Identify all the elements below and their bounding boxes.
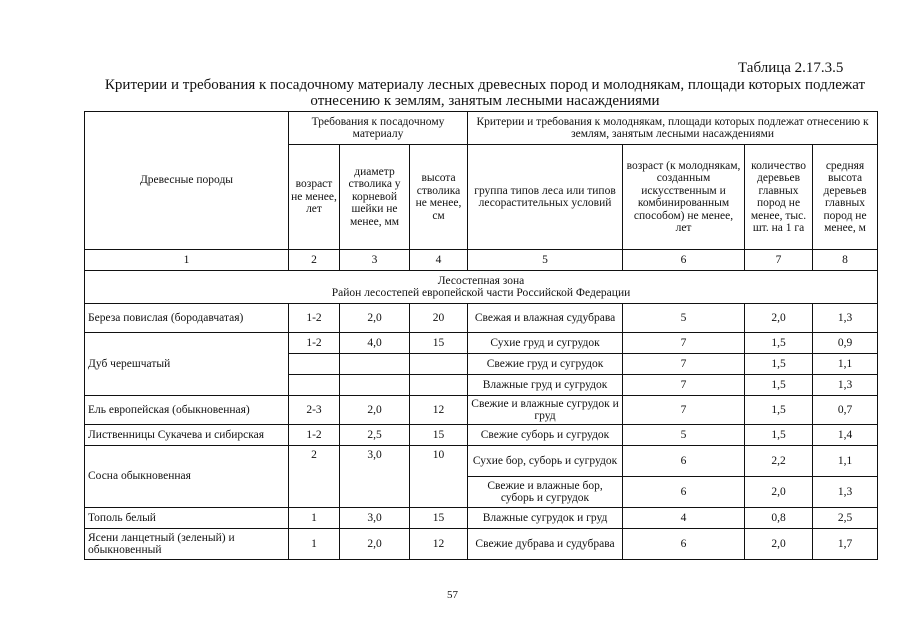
zone-region: Район лесостепей европейской части Российской Федерации — [331, 287, 631, 299]
table-row — [85, 508, 878, 529]
table-title: Критерии и требования к посадочному материалу лесных древесных пород и молоднякам, площади которых подлежат отнесению к землям, занятым лесными насаждениями — [104, 77, 866, 109]
avg-height-cell: 1,4 — [813, 425, 878, 446]
avg-height-cell: 1,1 — [813, 446, 878, 477]
age-cell: 1-2 — [289, 425, 340, 446]
young-age-cell: 5 — [623, 425, 745, 446]
forest-type-cell: Сухие бор, суборь и сугрудок — [468, 446, 623, 477]
age-cell: 1 — [289, 508, 340, 529]
age-cell: 1-2 — [289, 304, 340, 333]
species-cell: Ясени ланцетный (зеленый) и обыкновенный — [85, 529, 289, 560]
count-cell: 2,0 — [745, 529, 813, 560]
table-row — [85, 425, 878, 446]
avg-height-cell: 2,5 — [813, 508, 878, 529]
col-number: 6 — [623, 250, 745, 271]
young-age-cell: 4 — [623, 508, 745, 529]
young-age-cell: 7 — [623, 333, 745, 354]
zone-name: Лесостепная зона — [437, 274, 525, 287]
count-cell: 0,8 — [745, 508, 813, 529]
header-diameter: диаметр стволика у корневой шейки не менее, мм — [340, 145, 410, 250]
table-row — [85, 529, 878, 560]
header-species: Древесные породы — [85, 112, 289, 250]
header-planting-group: Требования к посадочному материалу — [289, 112, 468, 145]
species-cell: Сосна обыкновенная — [85, 446, 289, 508]
height-cell: 12 — [410, 529, 468, 560]
age-cell: 1-2 — [289, 333, 340, 354]
forest-type-cell: Свежие суборь и сугрудок — [468, 425, 623, 446]
table-row — [85, 396, 878, 425]
species-cell: Тополь белый — [85, 508, 289, 529]
col-number: 4 — [410, 250, 468, 271]
avg-height-cell: 0,9 — [813, 333, 878, 354]
young-age-cell: 5 — [623, 304, 745, 333]
forest-type-cell: Влажные груд и сугрудок — [468, 375, 623, 396]
header-young-age: возраст (к молоднякам, созданным искусственным и комбинированным способом) не менее, лет — [623, 145, 745, 250]
young-age-cell: 6 — [623, 529, 745, 560]
count-cell: 1,5 — [745, 354, 813, 375]
young-age-cell: 7 — [623, 396, 745, 425]
diameter-cell: 3,0 — [340, 446, 410, 508]
header-criteria-group: Критерии и требования к молоднякам, площади которых подлежат отнесению к землям, занятым лесными насаждениями — [468, 112, 878, 145]
species-cell: Береза повислая (бородавчатая) — [85, 304, 289, 333]
forest-type-cell: Свежие дубрава и судубрава — [468, 529, 623, 560]
age-cell — [289, 375, 340, 396]
age-cell — [289, 354, 340, 375]
table-row — [85, 446, 878, 477]
diameter-cell: 2,0 — [340, 396, 410, 425]
header-avg-height: средняя высота деревьев главных пород не менее, м — [813, 145, 878, 250]
col-number: 1 — [85, 250, 289, 271]
forest-type-cell: Влажные сугрудок и груд — [468, 508, 623, 529]
count-cell: 1,5 — [745, 425, 813, 446]
age-cell: 2 — [289, 446, 340, 508]
forest-type-cell: Свежая и влажная судубрава — [468, 304, 623, 333]
height-cell: 12 — [410, 396, 468, 425]
height-cell: 15 — [410, 425, 468, 446]
header-forest-type: группа типов леса или типов лесорастительных условий — [468, 145, 623, 250]
avg-height-cell: 1,3 — [813, 304, 878, 333]
age-cell: 2-3 — [289, 396, 340, 425]
page-number: 57 — [447, 589, 458, 601]
count-cell: 1,5 — [745, 375, 813, 396]
diameter-cell — [340, 354, 410, 375]
avg-height-cell: 1,3 — [813, 477, 878, 508]
criteria-table — [84, 111, 878, 560]
height-cell: 15 — [410, 508, 468, 529]
header-height: высота стволика не менее, см — [410, 145, 468, 250]
count-cell: 2,0 — [745, 477, 813, 508]
avg-height-cell: 1,1 — [813, 354, 878, 375]
header-age: возраст не менее, лет — [289, 145, 340, 250]
height-cell: 10 — [410, 446, 468, 508]
col-number: 3 — [340, 250, 410, 271]
table-row — [85, 304, 878, 333]
avg-height-cell: 1,3 — [813, 375, 878, 396]
col-number: 8 — [813, 250, 878, 271]
young-age-cell: 6 — [623, 477, 745, 508]
diameter-cell: 2,0 — [340, 529, 410, 560]
count-cell: 2,0 — [745, 304, 813, 333]
avg-height-cell: 1,7 — [813, 529, 878, 560]
height-cell: 15 — [410, 333, 468, 354]
count-cell: 2,2 — [745, 446, 813, 477]
young-age-cell: 7 — [623, 375, 745, 396]
young-age-cell: 6 — [623, 446, 745, 477]
species-cell: Ель европейская (обыкновенная) — [85, 396, 289, 425]
diameter-cell: 3,0 — [340, 508, 410, 529]
height-cell: 20 — [410, 304, 468, 333]
col-number: 7 — [745, 250, 813, 271]
diameter-cell: 2,5 — [340, 425, 410, 446]
species-cell: Лиственницы Сукачева и сибирская — [85, 425, 289, 446]
forest-type-cell: Свежие и влажные сугрудок и груд — [468, 396, 623, 425]
forest-type-cell: Свежие и влажные бор, суборь и сугрудок — [468, 477, 623, 508]
table-row — [85, 333, 878, 354]
header-count: количество деревьев главных пород не менее, тыс. шт. на 1 га — [745, 145, 813, 250]
table-number: Таблица 2.17.3.5 — [738, 60, 844, 76]
species-cell: Дуб черешчатый — [85, 333, 289, 396]
height-cell — [410, 375, 468, 396]
diameter-cell: 4,0 — [340, 333, 410, 354]
diameter-cell: 2,0 — [340, 304, 410, 333]
zone-row — [85, 271, 878, 304]
height-cell — [410, 354, 468, 375]
col-number: 2 — [289, 250, 340, 271]
young-age-cell: 7 — [623, 354, 745, 375]
forest-type-cell: Сухие груд и сугрудок — [468, 333, 623, 354]
forest-type-cell: Свежие груд и сугрудок — [468, 354, 623, 375]
count-cell: 1,5 — [745, 396, 813, 425]
col-number: 5 — [468, 250, 623, 271]
diameter-cell — [340, 375, 410, 396]
count-cell: 1,5 — [745, 333, 813, 354]
age-cell: 1 — [289, 529, 340, 560]
avg-height-cell: 0,7 — [813, 396, 878, 425]
